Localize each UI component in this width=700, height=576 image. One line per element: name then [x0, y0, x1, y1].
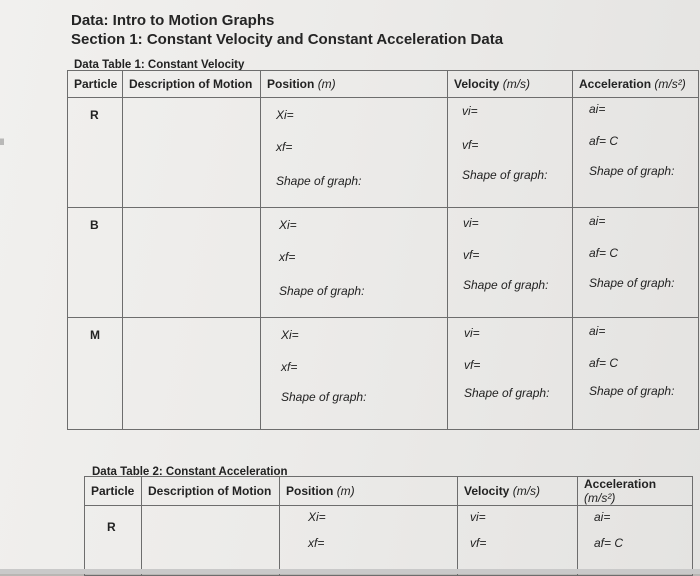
position-cell[interactable]	[261, 208, 448, 318]
table2-caption: Data Table 2: Constant Acceleration	[92, 466, 288, 478]
header-particle: Particle	[68, 71, 123, 98]
acceleration-final: af= C	[589, 134, 619, 148]
acceleration-cell[interactable]	[573, 98, 699, 208]
table1-caption: Data Table 1: Constant Velocity	[74, 59, 245, 71]
position-final: xf=	[279, 250, 296, 264]
position-initial: Xi=	[281, 328, 299, 342]
particle-label: M	[90, 328, 100, 342]
page-bottom-edge	[0, 569, 700, 574]
acceleration-shape: Shape of graph:	[589, 276, 675, 290]
description-cell[interactable]	[123, 318, 261, 430]
acceleration-initial: ai=	[594, 510, 611, 524]
particle-label: R	[90, 108, 99, 122]
particle-label: R	[107, 520, 116, 534]
position-shape: Shape of graph:	[279, 284, 365, 298]
position-shape: Shape of graph:	[276, 174, 362, 188]
description-cell[interactable]	[123, 98, 261, 208]
margin-mark: ll	[0, 137, 4, 147]
header-position: Position (m)	[280, 477, 458, 506]
velocity-final: vf=	[464, 358, 481, 372]
velocity-shape: Shape of graph:	[464, 386, 550, 400]
acceleration-cell[interactable]	[573, 208, 699, 318]
velocity-initial: vi=	[462, 104, 478, 118]
velocity-shape: Shape of graph:	[463, 278, 549, 292]
acceleration-cell[interactable]	[573, 318, 699, 430]
acceleration-initial: ai=	[589, 102, 606, 116]
header-description: Description of Motion	[142, 477, 280, 506]
position-initial: Xi=	[279, 218, 297, 232]
table-header-row	[68, 71, 699, 98]
velocity-initial: vi=	[470, 510, 486, 524]
position-initial: Xi=	[308, 510, 326, 524]
velocity-final: vf=	[470, 536, 487, 550]
table-row	[68, 98, 699, 208]
description-cell[interactable]	[142, 506, 280, 576]
acceleration-initial: ai=	[589, 324, 606, 338]
particle-cell	[68, 208, 123, 318]
section-heading: Section 1: Constant Velocity and Constant Acceleration Data	[71, 31, 504, 48]
position-shape: Shape of graph:	[281, 390, 367, 404]
data-table-1	[67, 70, 699, 430]
header-position: Position (m)	[261, 71, 448, 98]
velocity-final: vf=	[462, 138, 479, 152]
particle-label: B	[90, 218, 99, 232]
particle-cell	[68, 318, 123, 430]
position-final: xf=	[308, 536, 325, 550]
velocity-shape: Shape of graph:	[462, 168, 548, 182]
header-acceleration: Acceleration (m/s²)	[578, 477, 693, 506]
acceleration-shape: Shape of graph:	[589, 384, 675, 398]
velocity-initial: vi=	[464, 326, 480, 340]
header-particle: Particle	[85, 477, 142, 506]
header-velocity: Velocity (m/s)	[458, 477, 578, 506]
header-acceleration: Acceleration (m/s²)	[573, 71, 699, 98]
acceleration-final: af= C	[589, 246, 619, 260]
position-cell[interactable]	[261, 318, 448, 430]
data-table-2	[84, 476, 693, 576]
table-row	[85, 506, 693, 576]
position-final: xf=	[281, 360, 298, 374]
velocity-initial: vi=	[463, 216, 479, 230]
velocity-cell[interactable]	[448, 318, 573, 430]
velocity-cell[interactable]	[448, 208, 573, 318]
table-header-row	[85, 477, 693, 506]
acceleration-shape: Shape of graph:	[589, 164, 675, 178]
table-row	[68, 208, 699, 318]
header-description: Description of Motion	[123, 71, 261, 98]
position-initial: Xi=	[276, 108, 294, 122]
table-row	[68, 318, 699, 430]
particle-cell	[68, 98, 123, 208]
velocity-cell[interactable]	[448, 98, 573, 208]
velocity-cell[interactable]	[458, 506, 578, 576]
velocity-final: vf=	[463, 248, 480, 262]
acceleration-final: af= C	[594, 536, 624, 550]
acceleration-final: af= C	[589, 356, 619, 370]
acceleration-initial: ai=	[589, 214, 606, 228]
acceleration-cell[interactable]	[578, 506, 693, 576]
particle-cell	[85, 506, 142, 576]
header-velocity: Velocity (m/s)	[448, 71, 573, 98]
position-cell[interactable]	[261, 98, 448, 208]
description-cell[interactable]	[123, 208, 261, 318]
position-final: xf=	[276, 140, 293, 154]
position-cell[interactable]	[280, 506, 458, 576]
page-title: Data: Intro to Motion Graphs	[71, 12, 275, 29]
